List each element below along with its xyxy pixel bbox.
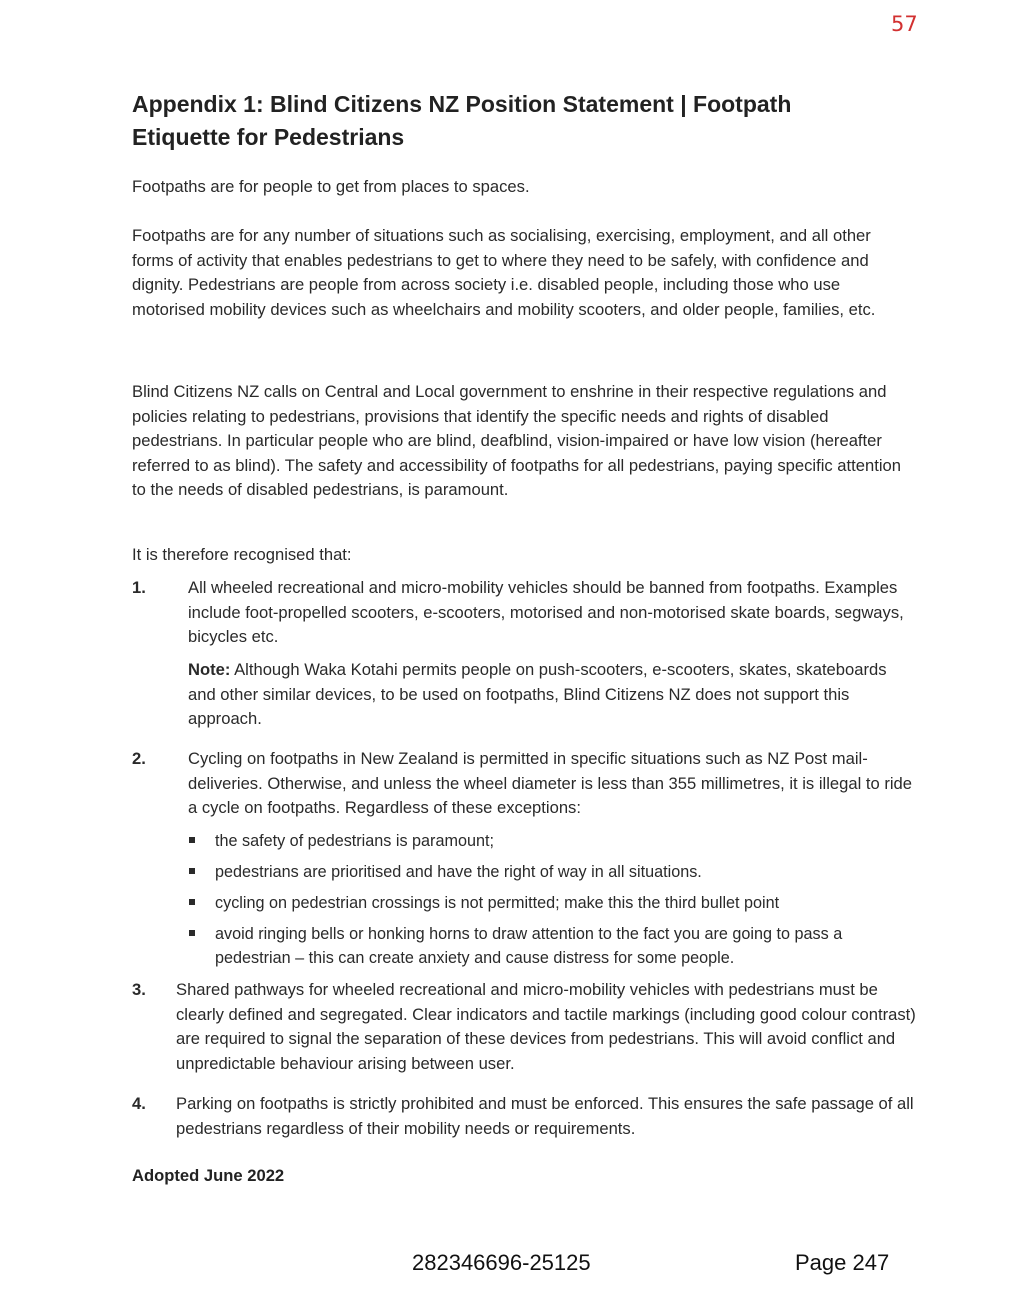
note-label: Note: xyxy=(188,660,231,679)
paragraph-call-to-government: Blind Citizens NZ calls on Central and Local government to enshrine in their respective regulations and policies relating to pedestrians, provisions that identify the specific needs and rights of disabled pedestrians. In particular people who are blind, deafblind, vision-impaired or have low vision (hereafter referred to as blind). The safety and accessibility of footpaths for all pedestrians, paying specific attention to the needs of disabled pedestrians, is paramount. xyxy=(132,382,901,500)
list-item-number: 3. xyxy=(132,980,146,999)
footer-page-number: Page 247 xyxy=(795,1250,890,1275)
list-item-text: Shared pathways for wheeled recreational and micro-mobility vehicles with pedestrians must be clearly defined and segregated. Clear indicators and tactile markings (including good colour contrast) are required to signal the separation of these devices from pedestrians. This will avoid conflict and unpredictable behaviour arising between user. xyxy=(176,980,916,1073)
note-text: Although Waka Kotahi permits people on push-scooters, e-scooters, skates, skateboards and other similar devices, to be used on footpaths, Blind Citizens NZ does not support this approach. xyxy=(188,660,887,729)
page-number-top: 57 xyxy=(891,12,918,36)
adopted-date: Adopted June 2022 xyxy=(132,1166,285,1185)
list-item-text: All wheeled recreational and micro-mobility vehicles should be banned from footpaths. Examples include foot-propelled scooters, e-scooters, motorised and non-motorised skate boards, segways, bicycles etc. xyxy=(188,578,904,647)
bullet-item: avoid ringing bells or honking horns to draw attention to the fact you are going to pass a pedestrian – this can create anxiety and cause distress for some people. xyxy=(215,925,843,967)
paragraph-recognised-intro: It is therefore recognised that: xyxy=(132,545,352,564)
list-item-number: 2. xyxy=(132,749,146,768)
bullet-icon xyxy=(189,868,195,874)
note-paragraph xyxy=(188,658,918,732)
bullet-icon xyxy=(189,930,195,936)
bullet-icon xyxy=(189,899,195,905)
list-item-text: Cycling on footpaths in New Zealand is permitted in specific situations such as NZ Post mail-deliveries. Otherwise, and unless the wheel diameter is less than 355 millimetres, it is illegal to ride a cycle on footpaths. Regardless of these exceptions: xyxy=(188,749,912,818)
bullet-item: pedestrians are prioritised and have the right of way in all situations. xyxy=(215,863,702,881)
list-item-text: Parking on footpaths is strictly prohibited and must be enforced. This ensures the safe passage of all pedestrians regardless of their mobility needs or requirements. xyxy=(176,1094,914,1138)
bullet-item: the safety of pedestrians is paramount; xyxy=(215,832,494,850)
footer-document-reference: 282346696-25125 xyxy=(412,1250,591,1275)
list-item-number: 1. xyxy=(132,578,146,597)
paragraph-intro: Footpaths are for people to get from places to spaces. xyxy=(132,177,530,196)
paragraph-footpaths-purpose: Footpaths are for any number of situations such as socialising, exercising, employment, and all other forms of activity that enables pedestrians to get to where they need to be safely, with confidence and dignity. Pedestrians are people from across society i.e. disabled people, including those who use motorised mobility devices such as wheelchairs and mobility scooters, and older people, families, etc. xyxy=(132,226,876,319)
list-item-number: 4. xyxy=(132,1094,146,1113)
page-title: Appendix 1: Blind Citizens NZ Position Statement | Footpath Etiquette for Pedestrians xyxy=(132,91,792,150)
bullet-item: cycling on pedestrian crossings is not permitted; make this the third bullet point xyxy=(215,894,780,912)
bullet-icon xyxy=(189,837,195,843)
